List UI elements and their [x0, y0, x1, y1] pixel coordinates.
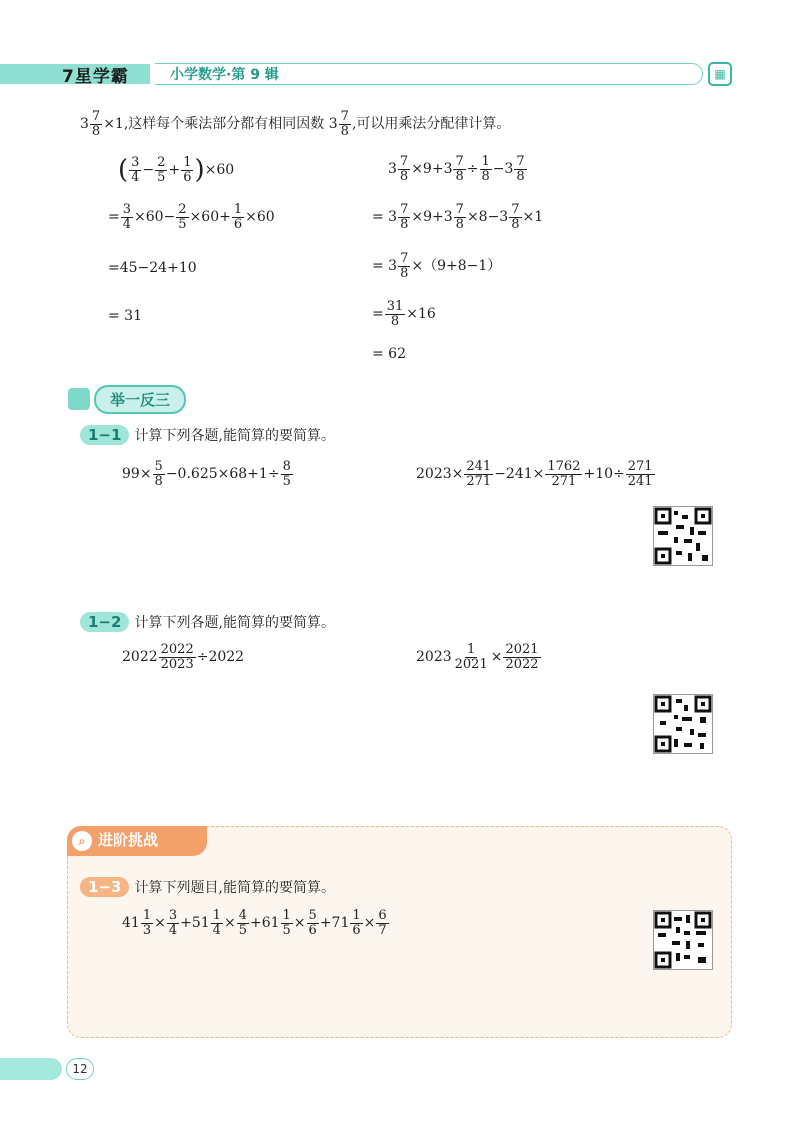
problem-tag: 1−2: [80, 612, 129, 632]
example-right-line-5: = 62: [372, 346, 406, 362]
problem-1-1: [80, 425, 335, 445]
example-left-line-3: =45−24+10: [108, 260, 197, 276]
problem-1-2-left-expr: 2022 $\frac{2022}{2023}$ ÷2022: [122, 642, 245, 672]
section-title-challenge: 进阶挑战: [98, 831, 159, 849]
example-right-line-2: = 3 $\frac{7}{8}$ ×9+3 $\frac{7}{8}$ ×8−3 $\frac{7}{8}$ ×1: [372, 202, 544, 232]
problem-prompt: 计算下列各题,能简算的要简算。: [134, 615, 335, 631]
example-right-line-1: 3 $\frac{7}{8}$ ×9+3 $\frac{7}{8}$ ÷ $\frac{1}{8}$ −3 $\frac{7}{8}$: [388, 154, 525, 184]
qr-code-icon[interactable]: [653, 910, 713, 970]
example-left-line-1: ( $\frac{3}{4}$ − $\frac{2}{5}$ + $\frac{1}{6}$ )×60: [118, 154, 235, 185]
problem-tag: 1−3: [80, 877, 129, 897]
problem-1-3-expr: 41 $\frac{1}{3}$ × $\frac{3}{4}$ +51 $\frac{1}{4}$ × $\frac{4}{5}$ +61 $\frac{1}{5}$ × $\frac{5}{6}$ +71 $\frac{1}{6}$ × $\frac{6}{7}$: [122, 908, 387, 938]
intro-line: 3 $\frac{7}{8}$ ×1,这样每个乘法部分都有相同因数 3 $\frac{7}{8}$ ,可以用乘法分配律计算。: [80, 109, 511, 139]
pencil-note-icon: [68, 388, 90, 410]
problem-prompt: 计算下列各题,能简算的要简算。: [134, 428, 335, 444]
calculator-icon: ▦: [708, 62, 732, 86]
qr-code-icon[interactable]: [653, 694, 713, 754]
problem-1-1-left-expr: 99× $\frac{5}{8}$ −0.625×68+1÷ $\frac{8}{5}$: [122, 459, 291, 489]
brand-title: 7星学霸: [62, 67, 129, 87]
problem-tag: 1−1: [80, 425, 129, 445]
footer-band: [0, 1058, 62, 1080]
example-left-line-2: = $\frac{3}{4}$ ×60− $\frac{2}{5}$ ×60+ $\frac{1}{6}$ ×60: [108, 202, 275, 232]
page-number: 12: [66, 1058, 94, 1080]
problem-1-3: [80, 877, 335, 897]
problem-1-2-right-expr: 2023 $\frac{1}{2021}$ × $\frac{2021}{2022}$: [416, 642, 539, 672]
problem-1-2: [80, 612, 335, 632]
problem-1-1-right-expr: 2023× $\frac{241}{271}$ −241× $\frac{1762}{271}$ +10÷ $\frac{271}{241}$: [416, 459, 653, 489]
series-title: 小学数学·第 9 辑: [170, 67, 279, 83]
example-right-line-3: = 3 $\frac{7}{8}$ ×（9+8−1）: [372, 251, 502, 281]
example-right-line-4: = $\frac{31}{8}$ ×16: [372, 299, 436, 329]
problem-prompt: 计算下列题目,能简算的要简算。: [134, 880, 335, 896]
magnifier-icon: ⌕: [72, 831, 92, 851]
example-left-line-4: = 31: [108, 308, 142, 324]
qr-code-icon[interactable]: [653, 506, 713, 566]
section-title-practice: 举一反三: [94, 385, 186, 414]
